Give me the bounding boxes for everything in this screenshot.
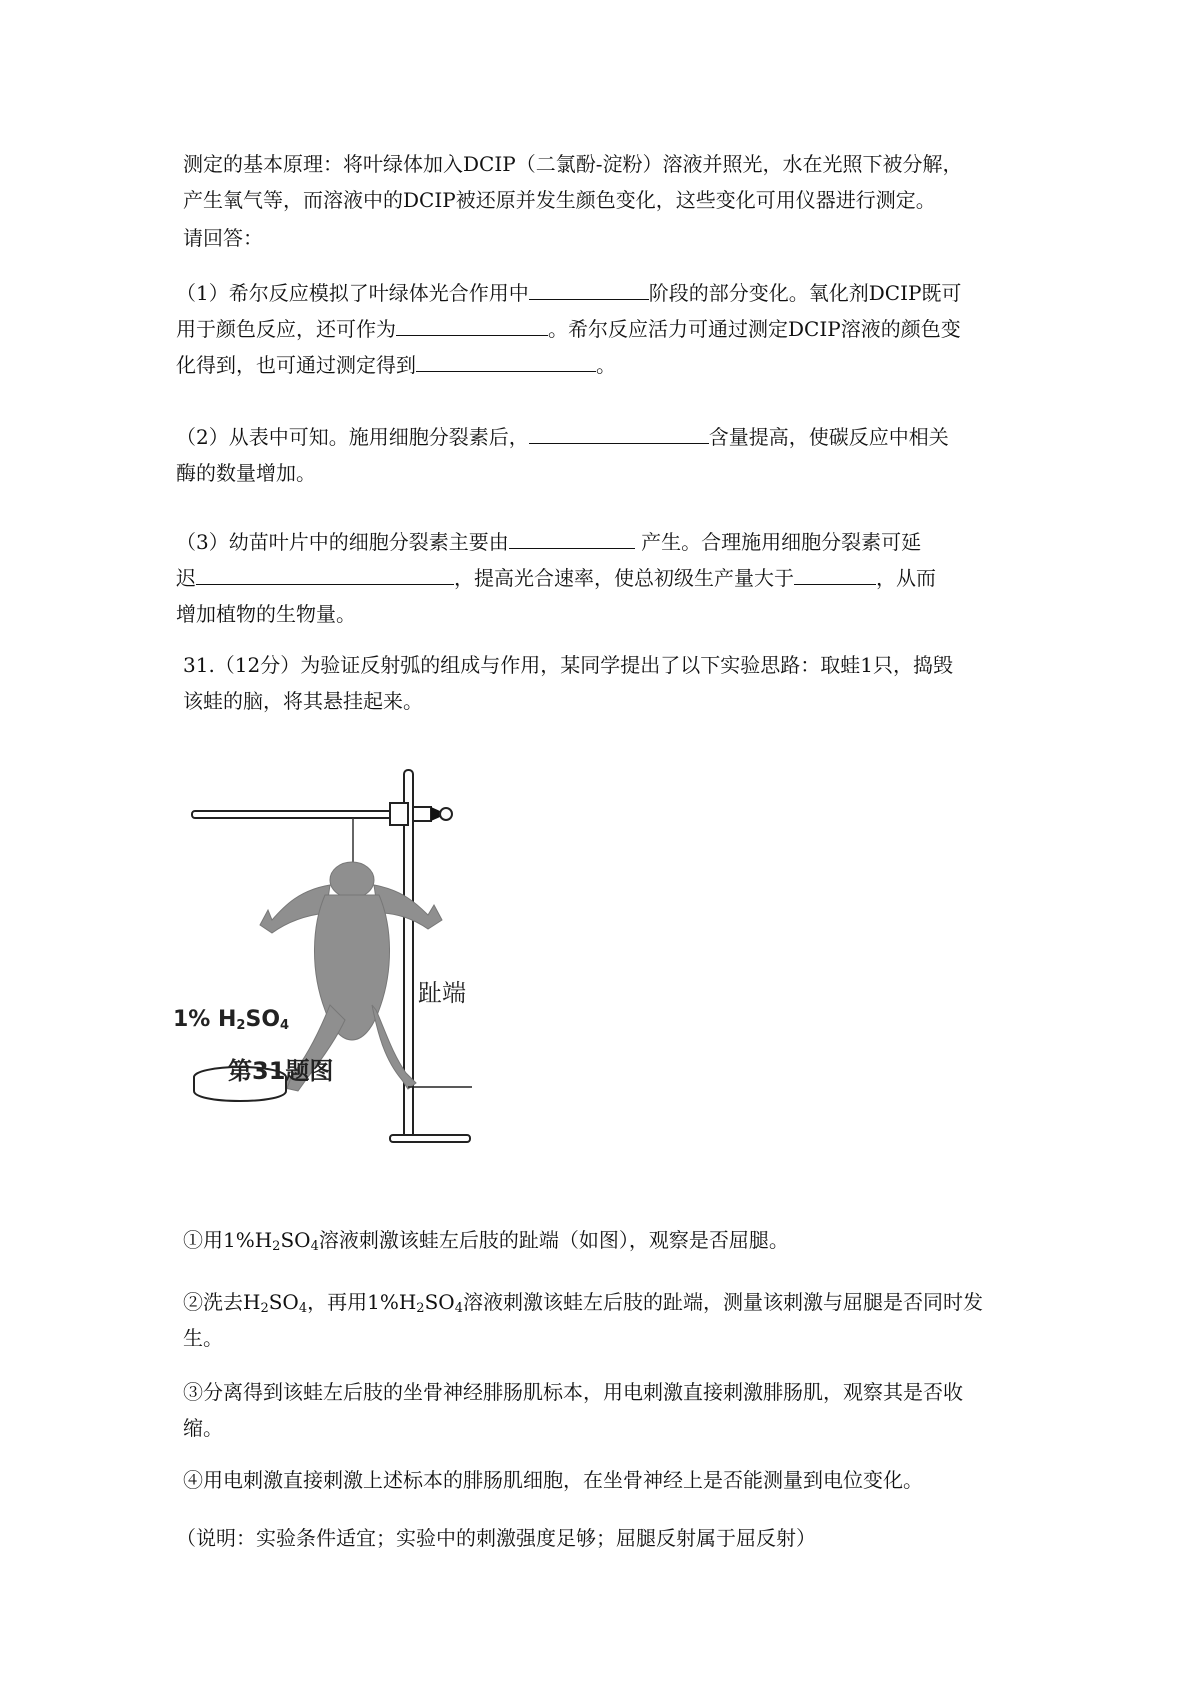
q2-text-a: （2）从表中可知。施用细胞分裂素后， bbox=[176, 425, 529, 449]
q3-text-a: （3）幼苗叶片中的细胞分裂素主要由 bbox=[176, 530, 509, 554]
q2-text-b: 含量提高，使碳反应中相关 bbox=[708, 425, 949, 449]
q1-text-c: 用于颜色反应，还可作为 bbox=[176, 317, 396, 341]
stand-base bbox=[390, 1135, 470, 1142]
intro-paragraph bbox=[183, 146, 1028, 218]
q31-line-2: 该蛙的脑，将其悬挂起来。 bbox=[183, 689, 423, 713]
step-1: ①用$1\%H_2SO_4$溶液刺激该蛙左后肢的趾端（如图），观察是否屈腿。 bbox=[183, 1228, 789, 1254]
q1-text-e: 化得到，也可通过测定得到 bbox=[176, 353, 416, 377]
clamp-boss bbox=[413, 807, 431, 821]
answer-blank[interactable] bbox=[529, 275, 649, 300]
q1-text-a: （1）希尔反应模拟了叶绿体光合作用中 bbox=[176, 281, 529, 305]
toe-label: 趾端 bbox=[418, 979, 466, 1007]
answer-blank[interactable] bbox=[794, 560, 876, 585]
clamp-screw bbox=[431, 807, 440, 821]
question-31 bbox=[183, 647, 1028, 719]
question-2 bbox=[176, 419, 1021, 491]
experiment-note: （说明：实验条件适宜；实验中的刺激强度足够；屈腿反射属于屈反射） bbox=[176, 1526, 816, 1550]
q1-text-d: 。希尔反应活力可通过测定DCIP溶液的颜色变 bbox=[548, 317, 961, 341]
q3-text-e: ，从而 bbox=[876, 566, 936, 590]
stand-arm bbox=[192, 811, 398, 818]
clamp-block bbox=[390, 803, 408, 825]
q3-text-d: ，提高光合速率，使总初级生产量大于 bbox=[454, 566, 794, 590]
intro-line-2: 产生氧气等，而溶液中的DCIP被还原并发生颜色变化，这些变化可用仪器进行测定。 bbox=[183, 188, 936, 212]
prompt-text: 请回答： bbox=[183, 226, 263, 250]
q3-text-b: 产生。合理施用细胞分裂素可延 bbox=[634, 530, 922, 554]
q3-text-f: 增加植物的生物量。 bbox=[176, 602, 356, 626]
step-2: ②洗去$H_2SO_4$，再用$1\%H_2SO_4$溶液刺激该蛙左后肢的趾端，测量该刺激与屈腿是否同时发 生。 bbox=[183, 1290, 983, 1350]
q31-line-1: 31.（12分）为验证反射弧的组成与作用，某同学提出了以下实验思路：取蛙1只，捣毁 bbox=[183, 653, 953, 677]
step-4: ④用电刺激直接刺激上述标本的腓肠肌细胞，在坐骨神经上是否能测量到电位变化。 bbox=[183, 1468, 923, 1492]
frog-stand-illustration bbox=[180, 755, 540, 1175]
intro-line-1: 测定的基本原理：将叶绿体加入DCIP（二氯酚-淀粉）溶液并照光，水在光照下被分解， bbox=[183, 152, 963, 176]
frog-reflex-figure bbox=[173, 755, 540, 1175]
answer-blank[interactable] bbox=[196, 560, 454, 585]
solution-label: 1% $H_2SO_4$ bbox=[173, 1007, 290, 1033]
q1-text-b: 阶段的部分变化。氧化剂DCIP既可 bbox=[648, 281, 962, 305]
answer-blank[interactable] bbox=[509, 524, 635, 549]
figure-caption: 第31题图 bbox=[228, 1057, 334, 1085]
question-1 bbox=[176, 275, 1021, 383]
q1-text-f: 。 bbox=[596, 353, 616, 377]
answer-blank[interactable] bbox=[416, 347, 596, 372]
question-3 bbox=[176, 524, 1021, 632]
q3-text-c: 迟 bbox=[176, 566, 196, 590]
clamp-knob bbox=[440, 808, 452, 820]
q2-text-c: 酶的数量增加。 bbox=[176, 461, 316, 485]
answer-blank[interactable] bbox=[529, 419, 709, 444]
step-3: ③分离得到该蛙左后肢的坐骨神经腓肠肌标本，用电刺激直接刺激腓肠肌，观察其是否收 缩。 bbox=[183, 1380, 963, 1440]
answer-blank[interactable] bbox=[396, 311, 548, 336]
